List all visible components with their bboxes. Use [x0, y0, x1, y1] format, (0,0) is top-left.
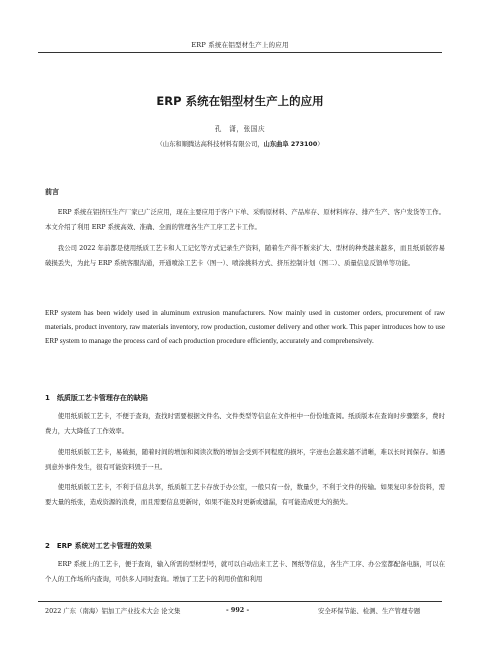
section-2-paragraph-1: ERP 系统上的工艺卡，便于查询，输入所需的型材型号，就可以自动出来工艺卡、图纸等信息，各生产工序、办公室都配备电脑，可以在个人的工作场所内查询，可供多人同时查询。增加了工艺卡的利用价值和利用: [45, 560, 445, 583]
footer-proceedings: 2022 广东（南海）铝加工产业技术大会 论文集: [45, 607, 181, 615]
affiliation-location: 山东曲阜 273100: [263, 141, 318, 148]
paper-affiliation: [0, 139, 480, 148]
footer-topic: 安全环保节能、检测、生产管理专题: [318, 607, 421, 615]
section-1-paragraph-1: 使用纸质版工艺卡，不便于查询，查找时需要根据文件名、文件类型等信息在文件柜中一份份地查阅。纸质版本在查询时步骤繁多，费时费力，大大降低了工作效率。: [45, 412, 445, 435]
paper-title: ERP 系统在铝型材生产上的应用: [156, 94, 324, 108]
section-1-paragraph-2: 使用纸质版工艺卡，易破损，随着时间的增加和阅读次数的增加会受到不同程度的损坏，字迹也会越来越不清晰，难以长时间保存。如遇到意外事件发生，很有可能资料毁于一旦。: [45, 448, 445, 471]
preface-paragraph-1: ERP 系统在铝挤压生产厂家已广泛应用，现在主要应用于客户下单、采购原材料、产品库存、原材料库存、排产生产、客户发货等工作。本文介绍了利用 ERP 系统高效、准确、全面的管理各生产工序工艺卡工作。: [45, 208, 445, 231]
section-1-heading: 1 纸质版工艺卡管理存在的缺陷: [45, 394, 148, 402]
paper-authors: 孔 潇，张国庆: [214, 125, 266, 133]
section-2-heading: 2 ERP 系统对工艺卡管理的效果: [45, 542, 152, 550]
preface-heading: 前言: [45, 188, 59, 196]
english-abstract: ERP system has been widely used in aluminum extrusion manufacturers. Now mainly used in customer orders, procurement of raw materials, product inventory, raw materials inventory, row production, customer delivery and other work. This paper introduces how to use ERP system to manage the process card of each production procedure efficiently, accurately and comprehensively.: [45, 309, 445, 345]
footer-page-number: - 992 -: [226, 606, 250, 614]
affiliation-company: （山东和顺腾达高科技材料有限公司，: [156, 141, 264, 148]
footer-rule: [38, 601, 442, 602]
affiliation-close: ）: [317, 141, 324, 148]
section-1-paragraph-3: 使用纸质版工艺卡，不利于信息共享，纸质版工艺卡存放于办公室，一般只有一份，数量少，不利于文件的传输。如果复印多份资料，需要大量的纸张，造成资源的浪费，而且需要信息更新时，如果不能及时更新或遗漏，有可能造成更大的损失。: [45, 483, 445, 506]
preface-paragraph-2: 我公司 2022 年前都是使用纸质工艺卡和人工记忆等方式记录生产资料，随着生产得不断来扩大、型材的种类越来越多，而且纸质版容易破损丢失，为此与 ERP 系统客服沟通，开通喷涂工艺卡（图一）、喷涂挑料方式、挤压控制计划（图二）、质量信息反馈单等功能。: [45, 244, 445, 267]
running-header: ERP 系统在铝型材生产上的应用: [191, 41, 289, 49]
header-rule: [38, 52, 442, 53]
